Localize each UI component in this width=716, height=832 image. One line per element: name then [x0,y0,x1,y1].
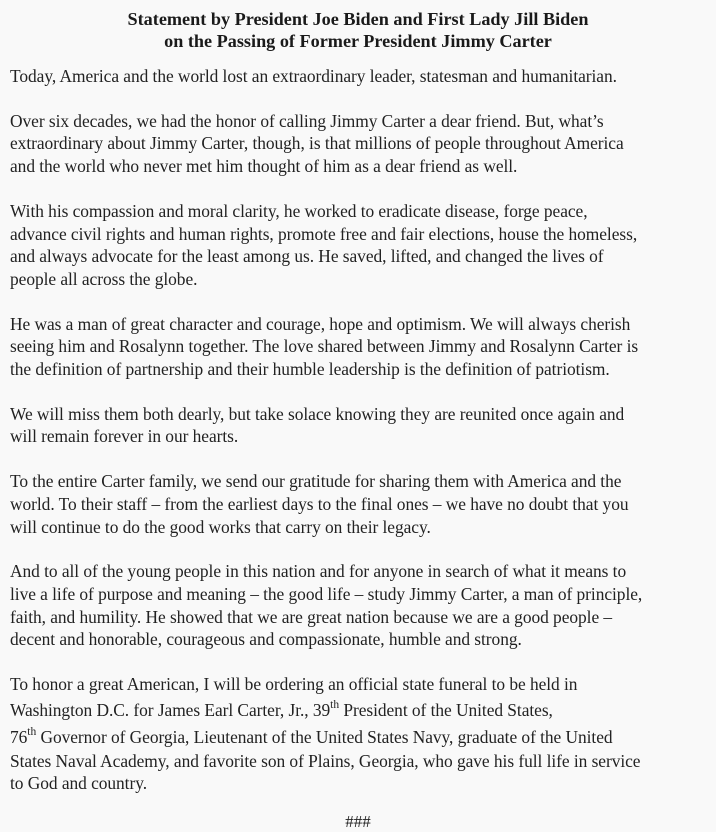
text-line: seeing him and Rosalynn together. The love shared between Jimmy and Rosalynn Carter is [10,336,639,357]
text-segment: President of the United States, [339,699,553,720]
text-line: decent and honorable, courageous and compassionate, humble and strong. [10,629,522,650]
text-line: the definition of partnership and their humble leadership is the definition of patriotism. [10,359,610,380]
paragraph-7 [10,560,706,651]
text-line: To the entire Carter family, we send our gratitude for sharing them with America and the [10,471,622,492]
paragraph-2 [10,110,706,178]
statement-title [10,8,706,52]
text-line: And to all of the young people in this nation and for anyone in search of what it means to [10,561,627,582]
text-segment: 76 [10,726,28,747]
title-line-2: on the Passing of Former President Jimmy Carter [164,31,552,51]
paragraph-4 [10,313,706,381]
text-line-with-ordinal [10,696,706,723]
text-line: Today, America and the world lost an extraordinary leader, statesman and humanitarian. [10,66,617,86]
text-line: To honor a great American, I will be ordering an official state funeral to be held in [10,674,578,695]
text-line: will continue to do the good works that carry on their legacy. [10,516,431,537]
text-line: We will miss them both dearly, but take solace knowing they are reunited once again and [10,403,625,424]
statement-body [10,65,706,795]
text-segment: Washington D.C. for James Earl Carter, Jr., 39 [10,699,331,720]
paragraph-6 [10,470,706,538]
paragraph-3 [10,200,706,291]
text-segment: Governor of Georgia, Lieutenant of the United States Navy, graduate of the United [36,726,613,747]
title-line-1: Statement by President Joe Biden and First Lady Jill Biden [127,9,589,29]
text-line: Over six decades, we had the honor of calling Jimmy Carter a dear friend. But, what’s [10,110,604,131]
text-line: live a life of purpose and meaning – the good life – study Jimmy Carter, a man of principle, [10,583,643,604]
text-line-with-ordinal [10,723,706,750]
text-line: advance civil rights and human rights, promote free and fair elections, house the homeless, [10,223,638,244]
text-line: faith, and humility. He showed that we are great nation because we are a good people – [10,606,613,627]
ordinal-suffix: th [330,698,340,711]
paragraph-8 [10,673,706,795]
text-line: and always advocate for the least among us. He saved, lifted, and changed the lives of [10,246,604,267]
ordinal-suffix: th [27,725,37,738]
text-line: States Naval Academy, and favorite son of Plains, Georgia, who gave his full life in service [10,750,641,771]
end-mark: ### [345,812,371,831]
text-line: will remain forever in our hearts. [10,426,239,447]
paragraph-5 [10,403,706,448]
paragraph-1 [10,65,706,88]
text-line: and the world who never met him thought of him as a dear friend as well. [10,156,518,177]
text-line: extraordinary about Jimmy Carter, though, is that millions of people throughout America [10,133,624,154]
text-line: With his compassion and moral clarity, he worked to eradicate disease, forge peace, [10,200,588,221]
text-line: to God and country. [10,773,148,794]
text-line: world. To their staff – from the earliest days to the final ones – we have no doubt that you [10,493,629,514]
text-line: people all across the globe. [10,268,198,289]
text-line: He was a man of great character and courage, hope and optimism. We will always cherish [10,313,631,334]
